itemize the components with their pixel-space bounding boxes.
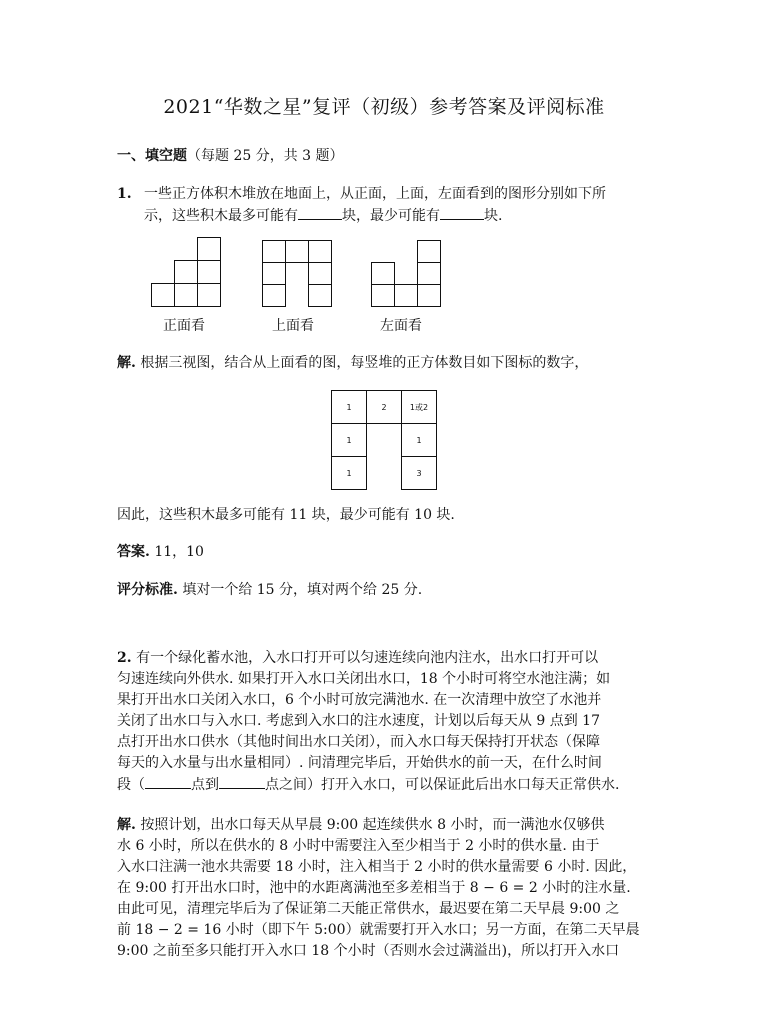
q1-line2 bbox=[144, 205, 502, 226]
q2-solution-line-0 bbox=[117, 815, 604, 835]
q2-line-5: 每天的入水量与出水量相同）. 问清理完毕后，开始供水的前一天，在什么时间 bbox=[117, 755, 602, 771]
q2-line-1: 匀速连续向外供水. 如果打开入水口关闭出水口，18 个小时可将空水池注满；如 bbox=[117, 671, 611, 687]
label-left-view: 左面看 bbox=[380, 318, 422, 334]
table-cell-empty bbox=[367, 424, 402, 457]
document-title: 2021“华数之星”复评（初级）参考答案及评阅标准 bbox=[163, 96, 605, 118]
q1-grading bbox=[117, 580, 422, 600]
answer-blank-end bbox=[219, 774, 265, 789]
table-cell-empty bbox=[367, 457, 402, 490]
q1-solution bbox=[117, 353, 588, 373]
q2-solution-line-5: 前 18 − 2 = 16 小时（即下午 5:00）就需要打开入水口；另一方面，在第二天早晨 bbox=[117, 922, 640, 938]
q1-line2-b: 块，最少可能有 bbox=[342, 208, 440, 224]
q2-last-b: 点到 bbox=[191, 777, 219, 793]
table-cell: 1 bbox=[332, 424, 367, 457]
q1-number: 1. bbox=[117, 186, 132, 202]
q2-solution-label: 解. bbox=[117, 817, 136, 833]
q1-solution-text: 根据三视图，结合从上面看的图，每竖堆的正方体数目如下图标的数字， bbox=[140, 355, 589, 371]
q1-grading-label: 评分标准. bbox=[117, 582, 178, 598]
q1-line2-a: 示，这些积木最多可能有 bbox=[144, 208, 298, 224]
table-cell: 2 bbox=[367, 391, 402, 424]
q2-last-c: 点之间）打开入水口，可以保证此后出水口每天正常供水. bbox=[265, 777, 620, 793]
q2-line-3: 关闭了出水口与入水口. 考虑到入水口的注水速度，计划以后每天从 9 点到 17 bbox=[117, 713, 600, 729]
table-cell: 3 bbox=[402, 457, 437, 490]
q2-solution-line-6: 9:00 之前至多只能打开入水口 18 个小时（否则水会过满溢出)，所以打开入水口 bbox=[117, 943, 620, 959]
q1-solution-label: 解. bbox=[117, 355, 136, 371]
q2-solution-text: 按照计划，出水口每天从早晨 9:00 起连续供水 8 小时，而一满池水仅够供 bbox=[140, 817, 605, 833]
q2-solution-line-2: 入水口注满一池水共需要 18 小时，注入相当于 2 小时的供水量需要 6 小时. 因此， bbox=[117, 859, 637, 875]
table-cell: 1 bbox=[332, 457, 367, 490]
answer-blank-start bbox=[145, 774, 191, 789]
q1-line1: 一些正方体积木堆放在地面上，从正面，上面，左面看到的图形分别如下所 bbox=[144, 186, 606, 202]
table-cell: 1 bbox=[332, 391, 367, 424]
q2-line-4: 点打开出水口供水（其他时间出水口关闭），而入水口每天保持打开状态（保障 bbox=[117, 734, 600, 750]
q1-conclusion: 因此，这些积木最多可能有 11 块，最少可能有 10 块. bbox=[117, 507, 455, 523]
stack-count-table bbox=[331, 390, 437, 490]
label-top-view: 上面看 bbox=[272, 318, 314, 334]
q2-text: 有一个绿化蓄水池，入水口打开可以匀速连续向池内注水，出水口打开可以 bbox=[136, 650, 599, 666]
q2-solution-line-3: 在 9:00 打开出水口时，池中的水距离满池至多差相当于 8 − 6 = 2 小时的注水量. bbox=[117, 880, 631, 896]
q2-number: 2. bbox=[117, 650, 132, 666]
section-heading-label: 一、填空题 bbox=[117, 148, 187, 164]
q1-grading-text: 填对一个给 15 分，填对两个给 25 分. bbox=[182, 582, 423, 598]
section-heading bbox=[117, 146, 344, 166]
q2-last-a: 段（ bbox=[117, 777, 145, 793]
answer-blank-max bbox=[298, 205, 342, 220]
q2-line-0 bbox=[117, 648, 598, 668]
q2-line-2: 果打开出水口关闭入水口，6 个小时可放完满池水. 在一次清理中放空了水池并 bbox=[117, 692, 602, 708]
answer-blank-min bbox=[440, 205, 484, 220]
q1-line2-c: 块. bbox=[484, 208, 503, 224]
q1-answer-text: 11，10 bbox=[154, 544, 204, 560]
label-front-view: 正面看 bbox=[163, 318, 205, 334]
q2-solution-line-4: 由此可见，清理完毕后为了保证第二天能正常供水，最迟要在第二天早晨 9:00 之 bbox=[117, 901, 620, 917]
table-cell: 1 bbox=[402, 424, 437, 457]
q1-answer bbox=[117, 542, 204, 562]
section-heading-note: （每题 25 分，共 3 题） bbox=[187, 148, 344, 164]
q2-solution-line-1: 水 6 小时，所以在供水的 8 小时中需要注入至少相当于 2 小时的供水量. 由于 bbox=[117, 838, 600, 854]
q1-answer-label: 答案. bbox=[117, 544, 150, 560]
table-cell: 1或2 bbox=[402, 391, 437, 424]
q2-line-6 bbox=[117, 774, 619, 795]
